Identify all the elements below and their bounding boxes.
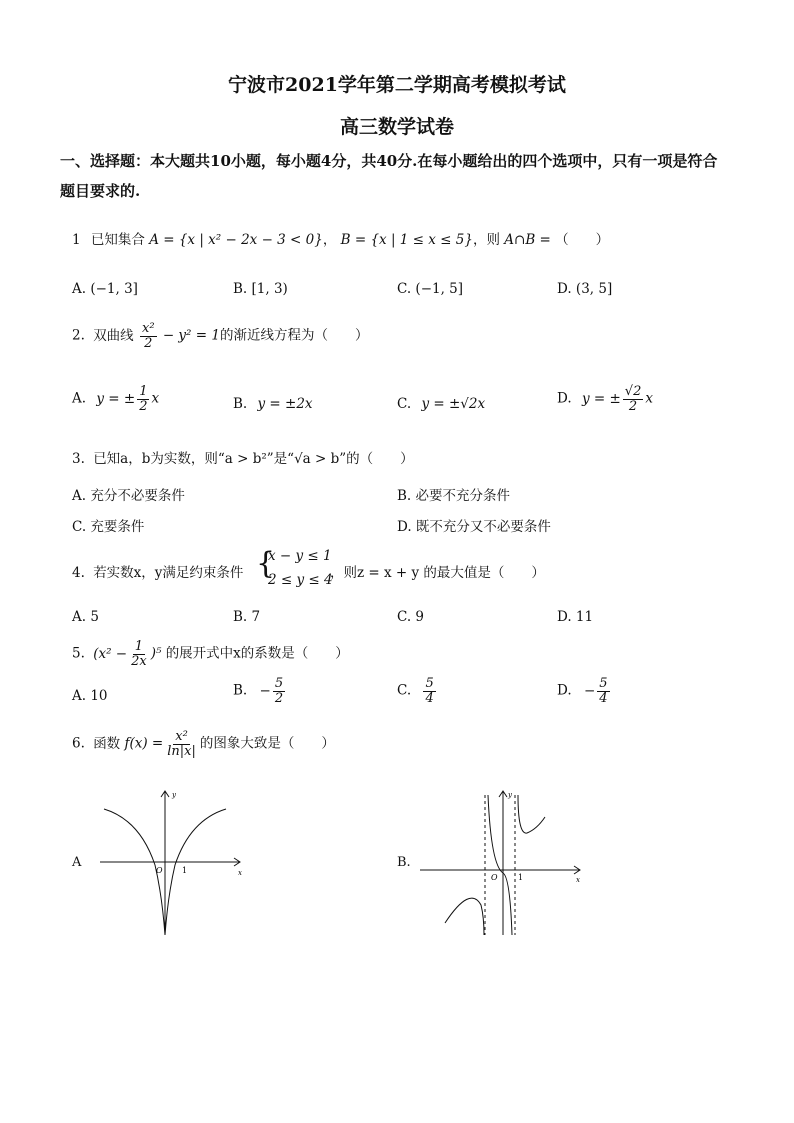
question-1 bbox=[72, 228, 609, 248]
math-expression: f(x) = bbox=[124, 735, 164, 752]
option-label: D. bbox=[557, 390, 572, 407]
exam-subtitle: 高三数学试卷 bbox=[339, 116, 454, 138]
question-number: 5. bbox=[72, 645, 85, 662]
math-intersection: A∩B = bbox=[504, 232, 551, 248]
curve-left-branch bbox=[445, 898, 484, 935]
graph-a bbox=[90, 785, 250, 945]
fraction-numerator: 5 bbox=[599, 676, 608, 691]
option-a: A. (−1, 3] bbox=[72, 281, 138, 297]
option-d bbox=[557, 677, 612, 705]
fraction-denominator: 2 bbox=[274, 690, 284, 706]
fraction bbox=[137, 385, 149, 413]
option-math: x bbox=[645, 390, 653, 407]
option-a: A. 充分不必要条件 bbox=[72, 488, 185, 504]
constraint-line-1: x − y ≤ 1 bbox=[268, 548, 332, 564]
left-brace: { bbox=[256, 546, 276, 581]
question-6 bbox=[72, 730, 335, 758]
question-text: 已知集合 bbox=[90, 232, 145, 248]
fraction-denominator: 2 bbox=[144, 335, 153, 351]
question-text: ，则z = x + y 的最大值是（ ） bbox=[330, 565, 545, 581]
graph-b-label: B. bbox=[397, 855, 411, 870]
question-number: 2. bbox=[72, 327, 85, 344]
curve-right-branch bbox=[518, 795, 545, 833]
question-text: 的图象大致是（ ） bbox=[199, 735, 335, 752]
option-c bbox=[397, 677, 438, 705]
question-text: 双曲线 bbox=[93, 327, 134, 344]
tick-one-label: 1 bbox=[182, 866, 188, 875]
fraction bbox=[273, 677, 285, 705]
fraction bbox=[423, 677, 435, 705]
option-d: D. 既不充分又不必要条件 bbox=[397, 519, 551, 535]
option-b bbox=[233, 396, 313, 412]
x-axis-label: x bbox=[238, 869, 242, 877]
fraction-numerator: x² bbox=[175, 729, 188, 744]
answer-paren: （ ） bbox=[555, 232, 610, 248]
fraction-numerator: 5 bbox=[425, 676, 434, 691]
option-d bbox=[557, 385, 653, 413]
fraction-numerator: x² bbox=[141, 321, 155, 336]
question-2 bbox=[72, 322, 368, 350]
fraction-numerator: √2 bbox=[624, 384, 642, 399]
fraction bbox=[623, 385, 644, 413]
question-number: 1 bbox=[72, 232, 81, 248]
math-equation: − y² = 1 bbox=[162, 327, 220, 344]
fraction bbox=[597, 677, 609, 705]
fraction-denominator: 4 bbox=[425, 690, 434, 706]
constraint-line-2: 2 ≤ y ≤ 4 bbox=[268, 572, 333, 588]
option-b bbox=[233, 677, 287, 705]
fraction-numerator: 5 bbox=[274, 676, 284, 691]
question-text: 函数 bbox=[93, 735, 121, 752]
fraction bbox=[140, 322, 157, 350]
y-axis-label: y bbox=[508, 791, 512, 799]
option-label: C. bbox=[397, 396, 412, 412]
fraction-denominator: 2x bbox=[131, 653, 147, 669]
exam-title: 宁波市2021学年第二学期高考模拟考试 bbox=[228, 74, 566, 96]
option-math: y = ±2x bbox=[257, 396, 313, 412]
option-math: y = ± bbox=[581, 390, 621, 407]
option-c: C. 充要条件 bbox=[72, 519, 145, 535]
fraction-denominator: ln|x| bbox=[167, 743, 196, 759]
fraction bbox=[129, 640, 149, 668]
question-number: 6. bbox=[72, 735, 85, 752]
math-expression: (x² − bbox=[93, 645, 128, 662]
option-c bbox=[397, 396, 485, 412]
graph-b bbox=[415, 785, 590, 945]
option-label: B. bbox=[233, 682, 248, 699]
fraction-numerator: 1 bbox=[134, 639, 144, 654]
question-4 bbox=[72, 561, 243, 581]
question-text: 已知a，b为实数，则“a > b²”是“√a > b”的（ ） bbox=[93, 451, 414, 467]
option-a bbox=[72, 385, 159, 413]
option-c: C. 9 bbox=[397, 609, 425, 625]
option-label: A. bbox=[72, 390, 87, 407]
option-b: B. 7 bbox=[233, 609, 261, 625]
question-number: 4. bbox=[72, 565, 85, 581]
fraction-denominator: 4 bbox=[599, 690, 608, 706]
option-math: x bbox=[151, 390, 160, 407]
tick-one-label: 1 bbox=[518, 873, 524, 882]
option-a: A. 5 bbox=[72, 609, 99, 625]
math-set-b: B = {x | 1 ≤ x ≤ 5} bbox=[340, 232, 473, 248]
fraction-numerator: 1 bbox=[139, 384, 148, 399]
option-math: y = ± bbox=[96, 390, 136, 407]
origin-label: O bbox=[156, 866, 163, 875]
option-b: B. [1, 3) bbox=[233, 281, 288, 297]
fraction bbox=[165, 730, 198, 758]
question-text: 若实数x，y满足约束条件 bbox=[93, 565, 244, 581]
option-math: − bbox=[259, 682, 271, 699]
option-label: C. bbox=[397, 682, 412, 699]
option-d: D. (3, 5] bbox=[557, 281, 613, 297]
question-3 bbox=[72, 447, 414, 467]
option-d: D. 11 bbox=[557, 609, 594, 625]
math-expression: )⁵ bbox=[150, 645, 162, 662]
question-number: 3. bbox=[72, 451, 85, 467]
curve-middle-branch bbox=[488, 795, 512, 935]
question-text: 的展开式中x的系数是（ ） bbox=[165, 645, 349, 662]
section-heading: 一、选择题：本大题共10小题，每小题4分，共40分.在每小题给出的四个选项中，只有一项是符合题目要求的. bbox=[60, 152, 718, 200]
math-set-a: A = {x | x² − 2x − 3 < 0} bbox=[149, 232, 323, 248]
curve-right bbox=[165, 809, 226, 935]
fraction-denominator: 2 bbox=[139, 398, 148, 414]
question-5 bbox=[72, 640, 349, 668]
y-axis-label: y bbox=[172, 791, 176, 799]
graph-a-label: A bbox=[72, 855, 82, 870]
option-math: y = ±√2x bbox=[421, 396, 486, 412]
option-label: D. bbox=[557, 682, 572, 699]
separator: ， bbox=[322, 232, 337, 248]
option-c: C. (−1, 5] bbox=[397, 281, 464, 297]
question-text: ，则 bbox=[472, 232, 500, 248]
fraction-denominator: 2 bbox=[628, 398, 638, 414]
option-label: B. bbox=[233, 396, 248, 412]
x-axis-label: x bbox=[576, 876, 580, 884]
question-text: 的渐近线方程为（ ） bbox=[219, 327, 369, 344]
origin-label: O bbox=[491, 873, 498, 882]
option-math: − bbox=[583, 682, 596, 699]
option-a: A. 10 bbox=[72, 688, 108, 704]
option-b: B. 必要不充分条件 bbox=[397, 488, 511, 504]
